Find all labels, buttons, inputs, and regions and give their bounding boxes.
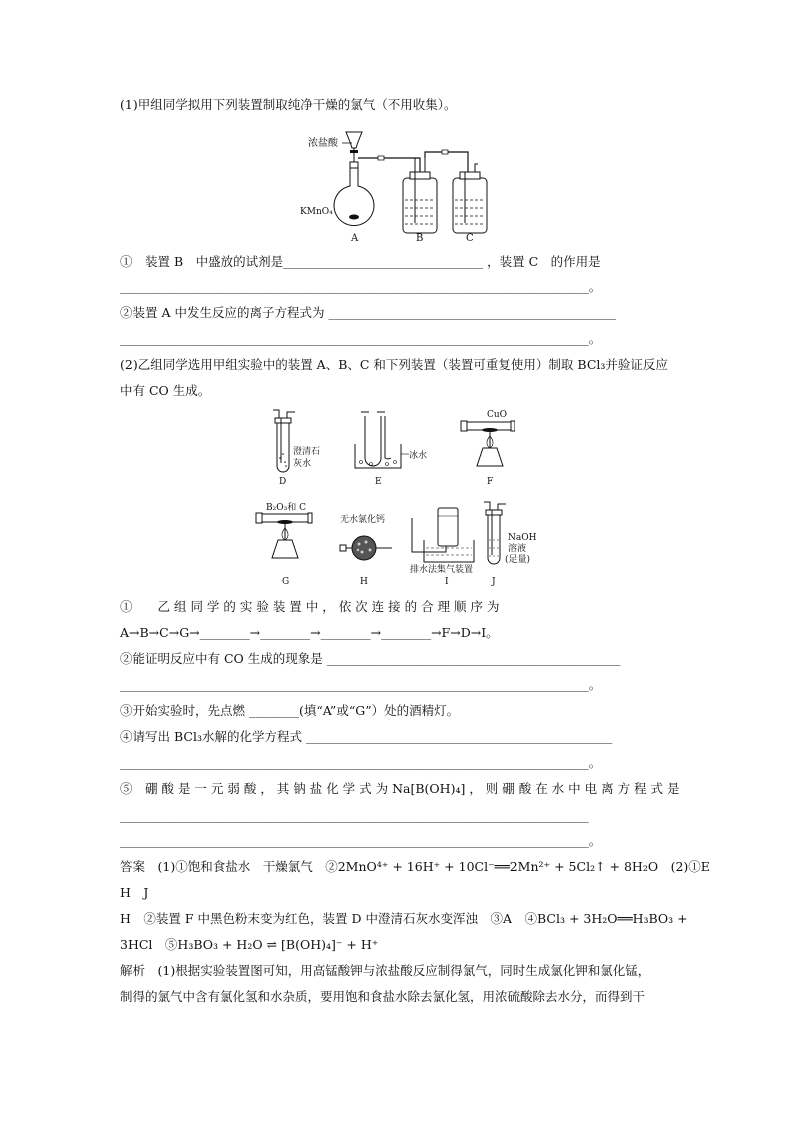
q2-sub4: ④请写出 BCl₃水解的化学方程式 _________________________________________________ <box>120 729 613 744</box>
label-d: D <box>279 477 287 487</box>
question-2-intro-cont: 中有 CO 生成。 <box>120 383 211 398</box>
label-e-text: 冰水 <box>409 451 428 461</box>
q2-sub1: ① 乙 组 同 学 的 实 验 装 置 中 ， 依 次 连 接 的 合 理 顺 序 为 <box>120 599 500 614</box>
figure-apparatus-abc <box>300 128 500 246</box>
answer-line-1: 答案 (1)①饱和食盐水 干燥氯气 ②2MnO⁴⁺ + 16H⁺ + 10Cl⁻══2Mn²⁺ + 5Cl₂↑ + 8H₂O (2)①E <box>120 859 710 874</box>
label-a: A <box>351 233 359 244</box>
q2-sub2-blank: ___________________________________________________________________________。 <box>120 677 602 692</box>
label-c: C <box>466 233 474 244</box>
label-f-text: CuO <box>487 410 508 420</box>
label-kmno4: KMnO₄ <box>300 207 333 217</box>
label-g-text: B₂O₃和 C <box>266 503 306 513</box>
answer-line-4: 3HCl ⑤H₃BO₃ + H₂O ⇌ [B(OH)₄]⁻ + H⁺ <box>120 937 379 952</box>
q2-sub5-blank2: ___________________________________________________________________________。 <box>120 833 602 848</box>
label-b: B <box>416 233 424 244</box>
q2-sub5: ⑤ 硼 酸 是 一 元 弱 酸 ， 其 钠 盐 化 学 式 为 Na[B(OH)₄] ， 则 硼 酸 在 水 中 电 离 方 程 式 是 <box>120 781 680 796</box>
q2-sub3: ③开始实验时，先点燃 ________(填“A”或“G”）处的酒精灯。 <box>120 703 460 718</box>
label-j-text1: NaOH <box>508 533 537 543</box>
answer-line-2: H J <box>120 885 149 900</box>
q2-sub1-order: A→B→C→G→________→________→________→________→F→D→I。 <box>120 625 499 640</box>
q1-sub1: ① 装置 B 中盛放的试剂是________________________________ ，装置 C 的作用是 <box>120 254 601 269</box>
label-g: G <box>282 577 290 587</box>
figure-apparatus-ghij <box>252 500 562 588</box>
label-d-text1: 澄清石 <box>293 447 321 457</box>
answer-line-3: H ②装置 F 中黑色粉末变为红色，装置 D 中澄清石灰水变浑浊 ③A ④BCl₃ + 3H₂O══H₃BO₃ + <box>120 911 688 926</box>
label-j-text2: 溶液 <box>508 544 527 554</box>
q1-sub1-blank: ___________________________________________________________________________。 <box>120 279 602 294</box>
label-i: I <box>445 577 449 587</box>
question-2-intro: (2)乙组同学选用甲组实验中的装置 A、B、C 和下列装置（装置可重复使用）制取 BCl₃并验证反应 <box>120 357 668 372</box>
q2-sub5-blank1: ___________________________________________________________________________ <box>120 808 589 823</box>
label-f: F <box>487 477 494 487</box>
q1-sub2-blank: ___________________________________________________________________________。 <box>120 331 602 346</box>
label-j: J <box>492 577 496 587</box>
label-h: H <box>360 577 368 587</box>
label-d-text2: 灰水 <box>293 459 312 469</box>
label-j-text3: (足量) <box>505 555 531 565</box>
analysis-line-2: 制得的氯气中含有氯化氢和水杂质，要用饱和食盐水除去氯化氢，用浓硫酸除去水分，而得到干 <box>120 989 646 1004</box>
analysis-line-1: 解析 (1)根据实验装置图可知，用高锰酸钾与浓盐酸反应制得氯气，同时生成氯化钾和氯化锰， <box>120 963 651 978</box>
label-acid: 浓盐酸 <box>308 138 338 149</box>
q2-sub2: ②能证明反应中有 CO 生成的现象是 _______________________________________________ <box>120 651 621 666</box>
q2-sub4-blank: ___________________________________________________________________________。 <box>120 755 602 770</box>
q1-sub2: ②装置 A 中发生反应的离子方程式为 ______________________________________________ <box>120 305 616 320</box>
label-e: E <box>375 477 382 487</box>
figure-apparatus-def <box>265 408 515 488</box>
question-1-intro: (1)甲组同学拟用下列装置制取纯净干燥的氯气（不用收集）。 <box>120 97 457 112</box>
label-h-text: 无水氯化钙 <box>340 515 386 525</box>
label-i-text: 排水法集气装置 <box>410 565 474 575</box>
